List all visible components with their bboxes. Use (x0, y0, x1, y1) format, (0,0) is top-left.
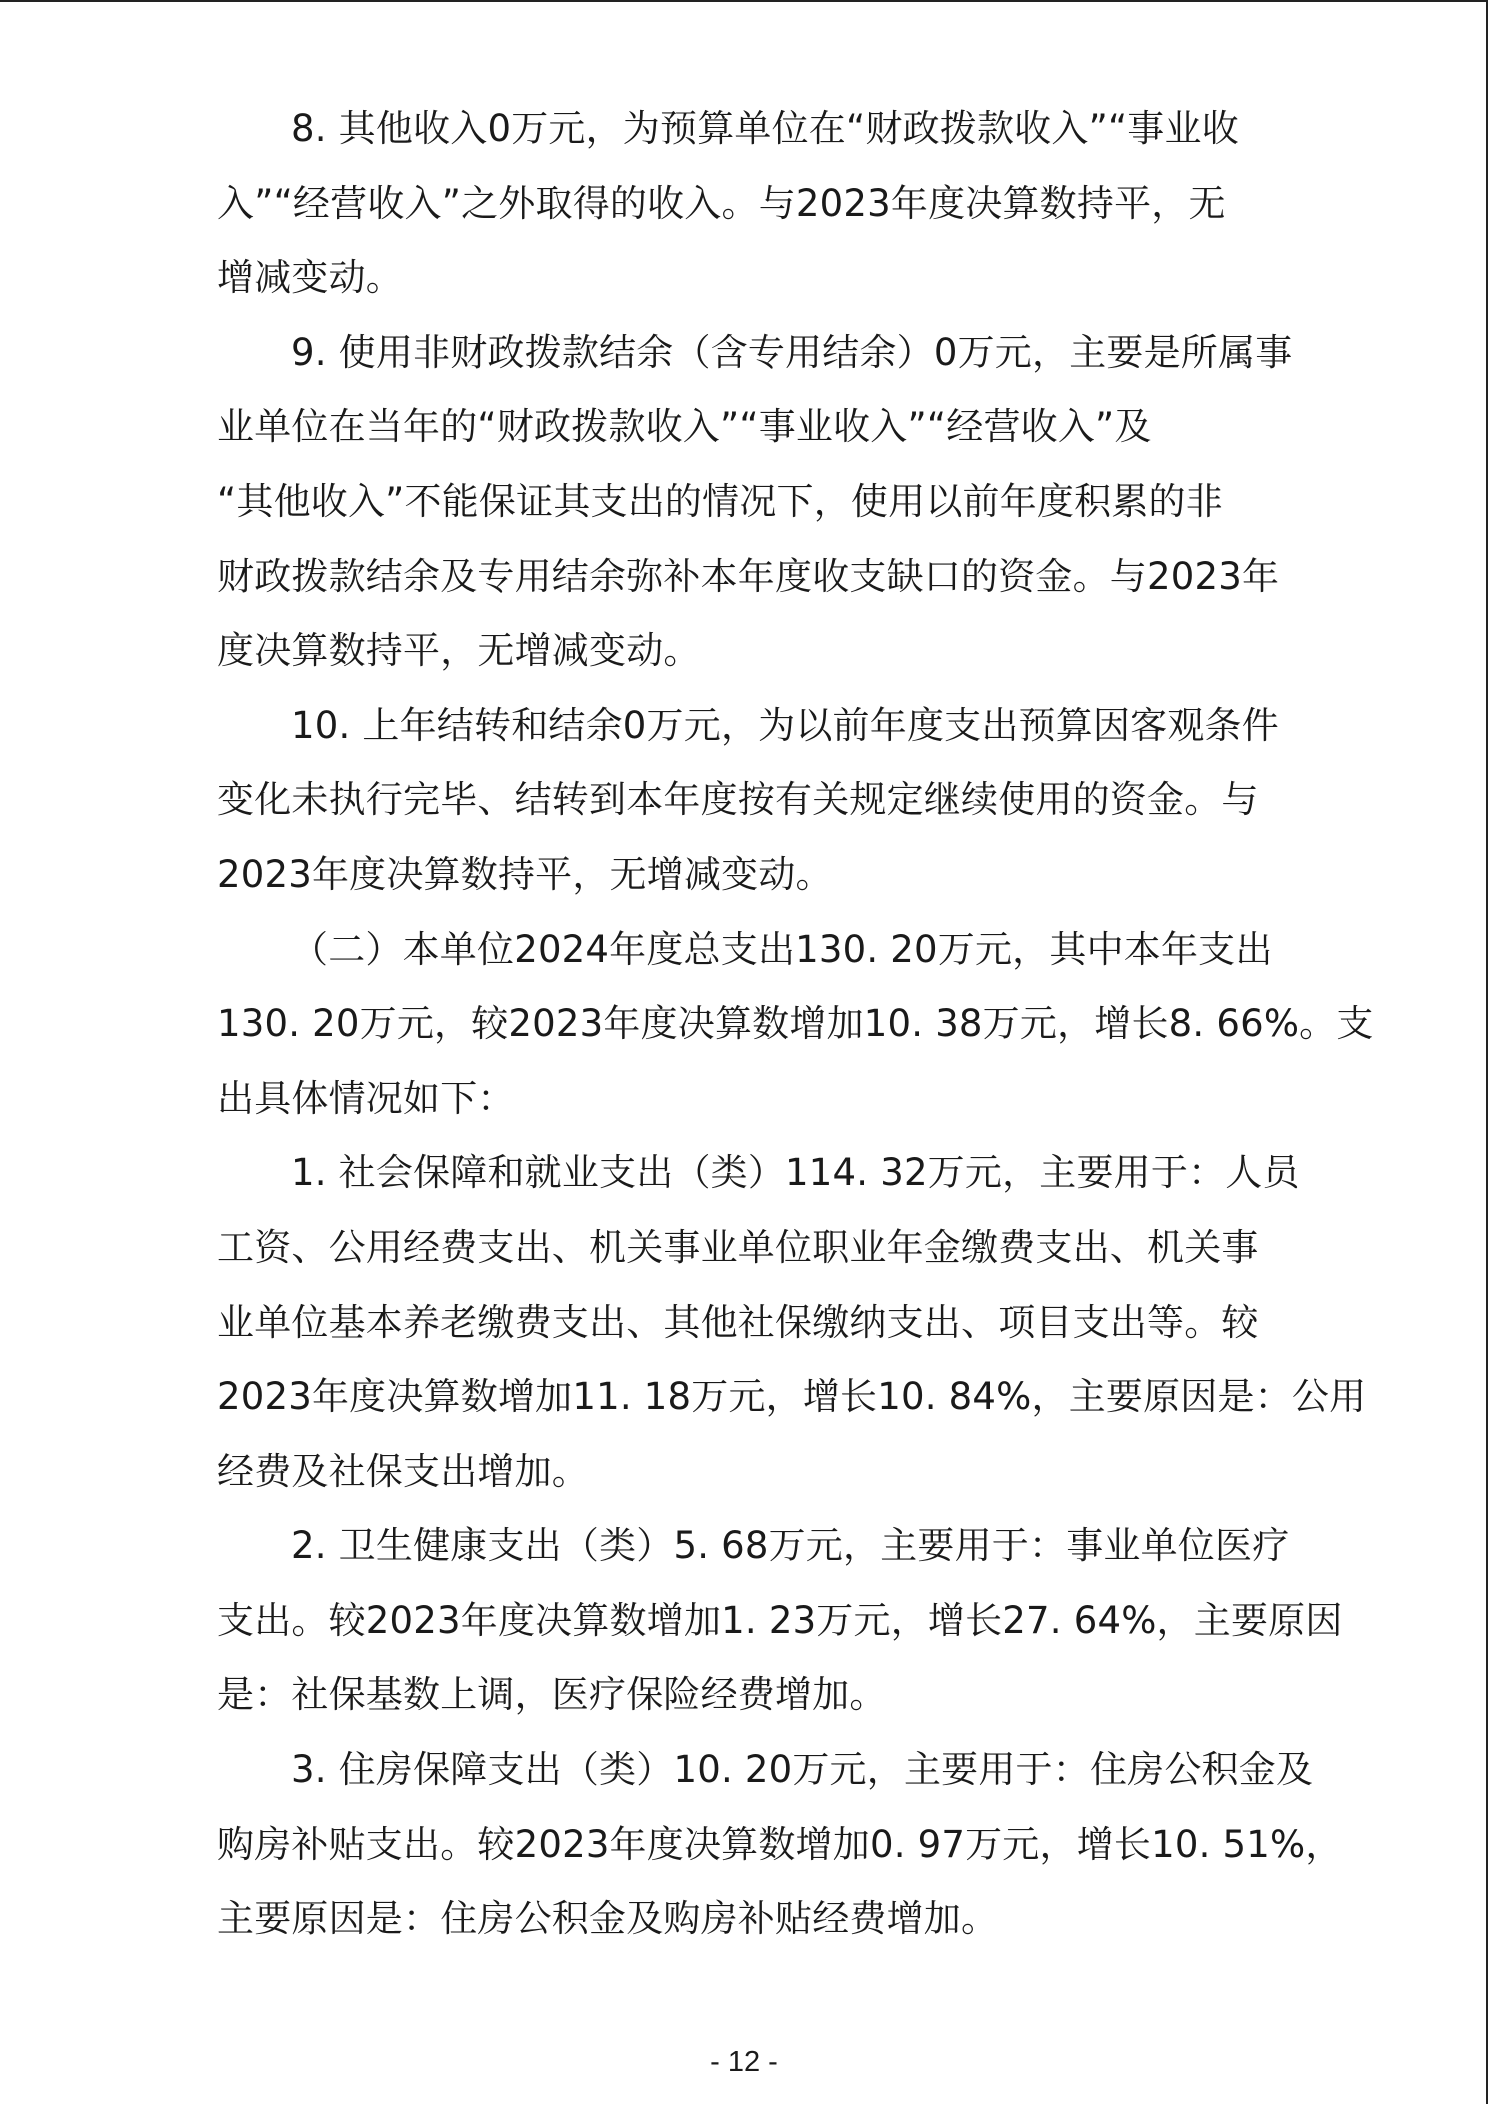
text-line: 8. 其他收入0万元，为预算单位在“财政拨款收入”“事业收 (291, 107, 1239, 150)
text-line: 3. 住房保障支出（类）10. 20万元，主要用于：住房公积金及 (291, 1748, 1314, 1792)
text-line: 9. 使用非财政拨款结余（含专用结余）0万元，主要是所属事 (291, 330, 1293, 374)
text-line: 出具体情况如下： (217, 1076, 515, 1120)
text-line: 2023年度决算数持平，无增减变动。 (217, 852, 833, 896)
text-line: 经费及社保支出增加。 (217, 1449, 589, 1493)
text-line: 工资、公用经费支出、机关事业单位职业年金缴费支出、机关事 (217, 1225, 1259, 1269)
text-line: 1. 社会保障和就业支出（类）114. 32万元，主要用于：人员 (291, 1151, 1300, 1195)
text-line: “其他收入”不能保证其支出的情况下，使用以前年度积累的非 (217, 479, 1223, 523)
text-line: 增减变动。 (217, 256, 403, 300)
text-line: （二）本单位2024年度总支出130. 20万元，其中本年支出 (291, 927, 1273, 971)
text-line: 业单位基本养老缴费支出、其他社保缴纳支出、项目支出等。较 (217, 1300, 1259, 1344)
text-line: 业单位在当年的“财政拨款收入”“事业收入”“经营收入”及 (217, 405, 1152, 449)
body-text (217, 92, 1374, 1957)
text-line: 变化未执行完毕、结转到本年度按有关规定继续使用的资金。与 (217, 778, 1259, 822)
text-line: 度决算数持平，无增减变动。 (217, 629, 701, 673)
text-line: 130. 20万元，较2023年度决算数增加10. 38万元，增长8. 66%。支 (217, 1002, 1374, 1046)
text-line: 2023年度决算数增加11. 18万元，增长10. 84%，主要原因是：公用 (217, 1375, 1367, 1419)
text-line: 主要原因是：住房公积金及购房补贴经费增加。 (217, 1897, 999, 1941)
text-line: 10. 上年结转和结余0万元，为以前年度支出预算因客观条件 (291, 703, 1279, 747)
text-line: 入”“经营收入”之外取得的收入。与2023年度决算数持平，无 (217, 181, 1226, 225)
text-line: 是：社保基数上调，医疗保险经费增加。 (217, 1673, 887, 1717)
page-number: - 12 - (710, 2046, 778, 2078)
text-line: 2. 卫生健康支出（类）5. 68万元，主要用于：事业单位医疗 (291, 1524, 1290, 1568)
text-line: 购房补贴支出。较2023年度决算数增加0. 97万元，增长10. 51%， (217, 1822, 1343, 1866)
top-border (0, 0, 1488, 2)
text-line: 财政拨款结余及专用结余弥补本年度收支缺口的资金。与2023年 (217, 554, 1280, 598)
text-line: 支出。较2023年度决算数增加1. 23万元，增长27. 64%，主要原因 (217, 1598, 1343, 1642)
